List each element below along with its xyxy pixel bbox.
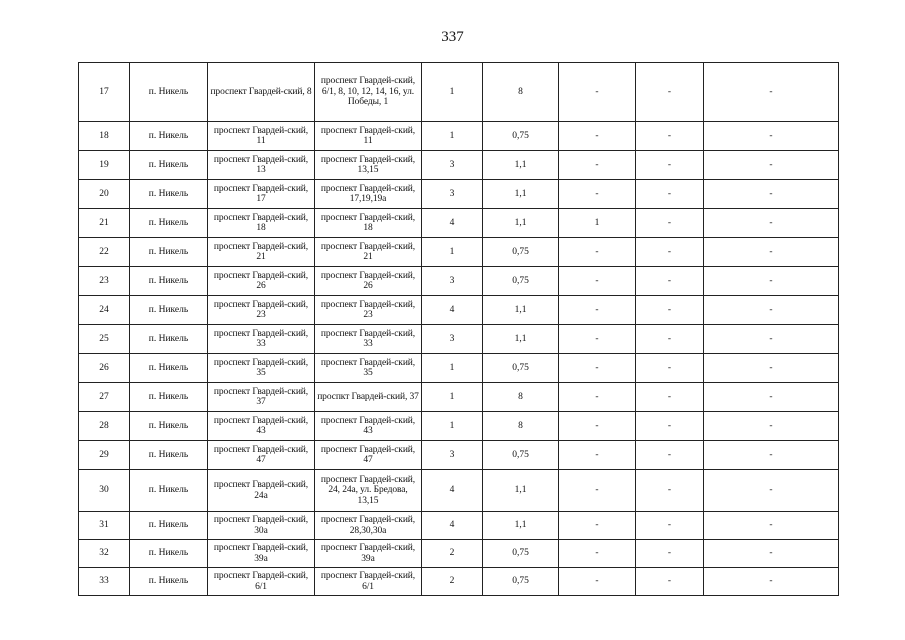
row-number: 22 [79, 238, 130, 267]
address-cell: проспект Гвардей-ский, 18 [208, 209, 315, 238]
count-cell: 1 [422, 63, 483, 122]
col9-cell: - [704, 540, 839, 568]
served-addresses-cell: проспект Гвардей-ский, 6/1, 8, 10, 12, 14, 16, ул. Победы, 1 [315, 63, 422, 122]
address-cell: проспект Гвардей-ский, 8 [208, 63, 315, 122]
served-addresses-cell: проспект Гвардей-ский, 21 [315, 238, 422, 267]
locality-cell: п. Никель [130, 512, 208, 540]
volume-cell: 8 [483, 412, 559, 441]
table-row [79, 209, 839, 238]
row-number: 20 [79, 180, 130, 209]
served-addresses-cell: проспект Гвардей-ский, 28,30,30а [315, 512, 422, 540]
served-addresses-cell: проспект Гвардей-ский, 39а [315, 540, 422, 568]
volume-cell: 0,75 [483, 540, 559, 568]
table-row [79, 412, 839, 441]
col9-cell: - [704, 122, 839, 151]
col8-cell: - [636, 540, 704, 568]
col9-cell: - [704, 180, 839, 209]
row-number: 17 [79, 63, 130, 122]
table-row [79, 383, 839, 412]
address-cell: проспект Гвардей-ский, 21 [208, 238, 315, 267]
row-number: 25 [79, 325, 130, 354]
col8-cell: - [636, 383, 704, 412]
col7-cell: 1 [559, 209, 636, 238]
row-number: 21 [79, 209, 130, 238]
locality-cell: п. Никель [130, 412, 208, 441]
col9-cell: - [704, 512, 839, 540]
col7-cell: - [559, 267, 636, 296]
volume-cell: 1,1 [483, 325, 559, 354]
count-cell: 1 [422, 122, 483, 151]
address-cell: проспект Гвардей-ский, 26 [208, 267, 315, 296]
locality-cell: п. Никель [130, 568, 208, 596]
col8-cell: - [636, 296, 704, 325]
volume-cell: 0,75 [483, 267, 559, 296]
col9-cell: - [704, 568, 839, 596]
col8-cell: - [636, 180, 704, 209]
volume-cell: 8 [483, 383, 559, 412]
served-addresses-cell: проспкт Гвардей-ский, 37 [315, 383, 422, 412]
data-table [78, 62, 839, 596]
locality-cell: п. Никель [130, 470, 208, 512]
volume-cell: 0,75 [483, 441, 559, 470]
row-number: 28 [79, 412, 130, 441]
address-cell: проспект Гвардей-ский, 37 [208, 383, 315, 412]
count-cell: 1 [422, 383, 483, 412]
address-cell: проспект Гвардей-ский, 39а [208, 540, 315, 568]
col8-cell: - [636, 122, 704, 151]
col7-cell: - [559, 180, 636, 209]
table-row [79, 267, 839, 296]
volume-cell: 1,1 [483, 512, 559, 540]
locality-cell: п. Никель [130, 63, 208, 122]
volume-cell: 8 [483, 63, 559, 122]
row-number: 29 [79, 441, 130, 470]
col9-cell: - [704, 238, 839, 267]
count-cell: 1 [422, 412, 483, 441]
table-row [79, 470, 839, 512]
row-number: 24 [79, 296, 130, 325]
col8-cell: - [636, 512, 704, 540]
col8-cell: - [636, 63, 704, 122]
col7-cell: - [559, 383, 636, 412]
locality-cell: п. Никель [130, 383, 208, 412]
row-number: 23 [79, 267, 130, 296]
table-row [79, 325, 839, 354]
col9-cell: - [704, 325, 839, 354]
table-row [79, 540, 839, 568]
col7-cell: - [559, 325, 636, 354]
volume-cell: 1,1 [483, 209, 559, 238]
count-cell: 4 [422, 209, 483, 238]
col9-cell: - [704, 296, 839, 325]
col7-cell: - [559, 63, 636, 122]
col8-cell: - [636, 470, 704, 512]
col7-cell: - [559, 568, 636, 596]
served-addresses-cell: проспект Гвардей-ский, 26 [315, 267, 422, 296]
col9-cell: - [704, 151, 839, 180]
col8-cell: - [636, 441, 704, 470]
address-cell: проспект Гвардей-ский, 30а [208, 512, 315, 540]
col7-cell: - [559, 238, 636, 267]
table-row [79, 122, 839, 151]
col7-cell: - [559, 441, 636, 470]
col9-cell: - [704, 267, 839, 296]
locality-cell: п. Никель [130, 540, 208, 568]
row-number: 19 [79, 151, 130, 180]
col8-cell: - [636, 238, 704, 267]
address-cell: проспект Гвардей-ский, 35 [208, 354, 315, 383]
row-number: 32 [79, 540, 130, 568]
row-number: 33 [79, 568, 130, 596]
col9-cell: - [704, 354, 839, 383]
col8-cell: - [636, 267, 704, 296]
locality-cell: п. Никель [130, 122, 208, 151]
col8-cell: - [636, 325, 704, 354]
address-cell: проспект Гвардей-ский, 11 [208, 122, 315, 151]
col9-cell: - [704, 63, 839, 122]
count-cell: 3 [422, 180, 483, 209]
count-cell: 3 [422, 267, 483, 296]
count-cell: 2 [422, 540, 483, 568]
row-number: 27 [79, 383, 130, 412]
volume-cell: 0,75 [483, 568, 559, 596]
count-cell: 2 [422, 568, 483, 596]
address-cell: проспект Гвардей-ский, 24а [208, 470, 315, 512]
col7-cell: - [559, 296, 636, 325]
page-number: 337 [441, 29, 464, 45]
served-addresses-cell: проспект Гвардей-ский, 35 [315, 354, 422, 383]
table-row [79, 180, 839, 209]
col7-cell: - [559, 540, 636, 568]
volume-cell: 0,75 [483, 354, 559, 383]
volume-cell: 1,1 [483, 470, 559, 512]
address-cell: проспект Гвардей-ский, 17 [208, 180, 315, 209]
volume-cell: 1,1 [483, 296, 559, 325]
locality-cell: п. Никель [130, 180, 208, 209]
count-cell: 4 [422, 512, 483, 540]
served-addresses-cell: проспект Гвардей-ский, 33 [315, 325, 422, 354]
row-number: 18 [79, 122, 130, 151]
served-addresses-cell: проспект Гвардей-ский, 11 [315, 122, 422, 151]
served-addresses-cell: проспект Гвардей-ский, 17,19,19а [315, 180, 422, 209]
col7-cell: - [559, 470, 636, 512]
locality-cell: п. Никель [130, 441, 208, 470]
col9-cell: - [704, 470, 839, 512]
address-cell: проспект Гвардей-ский, 33 [208, 325, 315, 354]
locality-cell: п. Никель [130, 151, 208, 180]
col8-cell: - [636, 412, 704, 441]
locality-cell: п. Никель [130, 267, 208, 296]
volume-cell: 0,75 [483, 238, 559, 267]
col7-cell: - [559, 512, 636, 540]
locality-cell: п. Никель [130, 325, 208, 354]
col7-cell: - [559, 151, 636, 180]
served-addresses-cell: проспект Гвардей-ский, 43 [315, 412, 422, 441]
table-row [79, 441, 839, 470]
row-number: 31 [79, 512, 130, 540]
col7-cell: - [559, 354, 636, 383]
address-cell: проспект Гвардей-ский, 47 [208, 441, 315, 470]
count-cell: 3 [422, 441, 483, 470]
count-cell: 4 [422, 296, 483, 325]
served-addresses-cell: проспект Гвардей-ский, 18 [315, 209, 422, 238]
col9-cell: - [704, 383, 839, 412]
table-row [79, 151, 839, 180]
served-addresses-cell: проспект Гвардей-ский, 23 [315, 296, 422, 325]
col8-cell: - [636, 151, 704, 180]
address-cell: проспект Гвардей-ский, 6/1 [208, 568, 315, 596]
col8-cell: - [636, 354, 704, 383]
served-addresses-cell: проспект Гвардей-ский, 47 [315, 441, 422, 470]
locality-cell: п. Никель [130, 354, 208, 383]
table-row [79, 296, 839, 325]
count-cell: 3 [422, 151, 483, 180]
col7-cell: - [559, 122, 636, 151]
table-row [79, 63, 839, 122]
count-cell: 1 [422, 354, 483, 383]
locality-cell: п. Никель [130, 238, 208, 267]
col7-cell: - [559, 412, 636, 441]
address-cell: проспект Гвардей-ский, 23 [208, 296, 315, 325]
served-addresses-cell: проспект Гвардей-ский, 13,15 [315, 151, 422, 180]
locality-cell: п. Никель [130, 209, 208, 238]
table-row [79, 238, 839, 267]
table-row [79, 512, 839, 540]
address-cell: проспект Гвардей-ский, 43 [208, 412, 315, 441]
row-number: 30 [79, 470, 130, 512]
locality-cell: п. Никель [130, 296, 208, 325]
count-cell: 4 [422, 470, 483, 512]
address-cell: проспект Гвардей-ский, 13 [208, 151, 315, 180]
volume-cell: 0,75 [483, 122, 559, 151]
table-row [79, 568, 839, 596]
count-cell: 3 [422, 325, 483, 354]
served-addresses-cell: проспект Гвардей-ский, 6/1 [315, 568, 422, 596]
col9-cell: - [704, 209, 839, 238]
row-number: 26 [79, 354, 130, 383]
served-addresses-cell: проспект Гвардей-ский, 24, 24а, ул. Бредова, 13,15 [315, 470, 422, 512]
count-cell: 1 [422, 238, 483, 267]
col9-cell: - [704, 441, 839, 470]
col8-cell: - [636, 209, 704, 238]
volume-cell: 1,1 [483, 151, 559, 180]
volume-cell: 1,1 [483, 180, 559, 209]
col9-cell: - [704, 412, 839, 441]
col8-cell: - [636, 568, 704, 596]
table-row [79, 354, 839, 383]
